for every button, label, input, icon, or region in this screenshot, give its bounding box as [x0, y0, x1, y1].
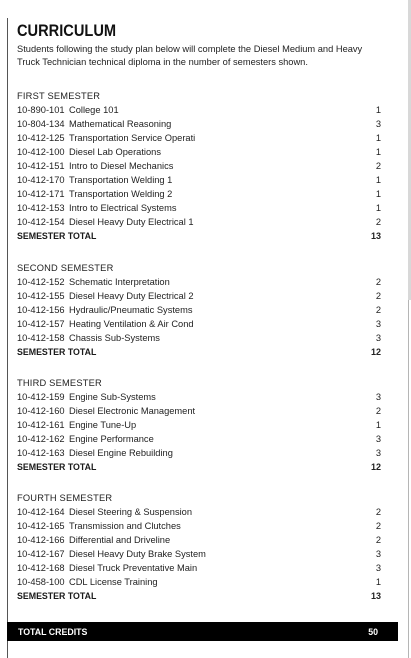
course-code: 10-412-157 — [17, 319, 65, 329]
course-row — [17, 173, 381, 187]
course-code: 10-412-166 — [17, 535, 65, 545]
semester-total-value: 13 — [370, 591, 381, 601]
left-border-rule — [7, 18, 8, 658]
course-name: Chassis Sub-Systems — [69, 333, 160, 343]
course-code: 10-412-167 — [17, 549, 65, 559]
semester-section-third — [17, 376, 381, 474]
course-name: Engine Performance — [69, 434, 154, 444]
course-code: 10-412-162 — [17, 434, 65, 444]
semester-section-fourth — [17, 491, 381, 603]
course-name: Engine Tune-Up — [69, 420, 137, 430]
course-name: Transmission and Clutches — [69, 521, 181, 531]
course-name: Diesel Heavy Duty Brake System — [69, 549, 206, 559]
course-credits: 2 — [375, 217, 381, 227]
course-row — [17, 575, 381, 589]
course-name: Diesel Engine Rebuilding — [69, 448, 173, 458]
semester-heading: FOURTH SEMESTER — [17, 493, 113, 503]
course-code: 10-412-160 — [17, 406, 65, 416]
course-code: 10-412-156 — [17, 305, 65, 315]
course-row — [17, 505, 381, 519]
course-code: 10-412-158 — [17, 333, 65, 343]
course-code: 10-458-100 — [17, 577, 65, 587]
course-credits: 3 — [375, 319, 381, 329]
course-code: 10-412-152 — [17, 277, 65, 287]
semester-total-row — [17, 229, 381, 243]
page-title: CURRICULUM — [17, 21, 117, 40]
course-code: 10-412-155 — [17, 291, 65, 301]
course-name: CDL License Training — [69, 577, 158, 587]
course-code: 10-804-134 — [17, 119, 65, 129]
course-code: 10-412-168 — [17, 563, 65, 573]
semester-heading: SECOND SEMESTER — [17, 263, 114, 273]
course-name: Schematic Interpretation — [69, 277, 170, 287]
course-name: Diesel Lab Operations — [69, 147, 161, 157]
course-row — [17, 103, 381, 117]
course-credits: 3 — [375, 448, 381, 458]
course-code: 10-412-153 — [17, 203, 65, 213]
course-credits: 2 — [375, 291, 381, 301]
course-credits: 2 — [375, 507, 381, 517]
course-credits: 2 — [375, 161, 381, 171]
course-row — [17, 159, 381, 173]
semester-total-label: SEMESTER TOTAL — [17, 591, 97, 601]
course-code: 10-412-100 — [17, 147, 65, 157]
course-row — [17, 215, 381, 229]
course-credits: 1 — [375, 147, 381, 157]
course-row — [17, 117, 381, 131]
course-row — [17, 275, 381, 289]
course-row — [17, 303, 381, 317]
semester-total-label: SEMESTER TOTAL — [17, 231, 97, 241]
course-credits: 3 — [375, 392, 381, 402]
course-name: Differential and Driveline — [69, 535, 171, 545]
semester-section-first — [17, 89, 381, 243]
semester-total-label: SEMESTER TOTAL — [17, 347, 97, 357]
course-credits: 1 — [375, 133, 381, 143]
course-name: Engine Sub-Systems — [69, 392, 156, 402]
semester-total-row — [17, 589, 381, 603]
course-name: Diesel Truck Preventative Main — [69, 563, 198, 573]
course-row — [17, 404, 381, 418]
course-code: 10-412-154 — [17, 217, 65, 227]
course-code: 10-412-151 — [17, 161, 65, 171]
course-row — [17, 131, 381, 145]
course-credits: 1 — [375, 203, 381, 213]
course-name: Transportation Welding 1 — [69, 175, 173, 185]
course-code: 10-412-171 — [17, 189, 65, 199]
course-name: Heating Ventilation & Air Cond — [69, 319, 194, 329]
semester-heading: THIRD SEMESTER — [17, 378, 102, 388]
course-credits: 1 — [375, 577, 381, 587]
course-row — [17, 547, 381, 561]
course-name: Diesel Heavy Duty Electrical 1 — [69, 217, 194, 227]
course-credits: 3 — [375, 434, 381, 444]
course-row — [17, 519, 381, 533]
course-row — [17, 289, 381, 303]
course-name: College 101 — [69, 105, 119, 115]
course-credits: 3 — [375, 549, 381, 559]
total-credits-value: 50 — [368, 626, 378, 637]
course-row — [17, 187, 381, 201]
total-credits-label: TOTAL CREDITS — [18, 626, 88, 637]
course-row — [17, 145, 381, 159]
course-row — [17, 331, 381, 345]
course-row — [17, 390, 381, 404]
course-credits: 1 — [375, 420, 381, 430]
course-code: 10-412-170 — [17, 175, 65, 185]
course-credits: 3 — [375, 563, 381, 573]
semester-total-row — [17, 460, 381, 474]
course-credits: 2 — [375, 535, 381, 545]
course-credits: 1 — [375, 175, 381, 185]
course-credits: 2 — [375, 277, 381, 287]
course-name: Hydraulic/Pneumatic Systems — [69, 305, 193, 315]
course-code: 10-412-125 — [17, 133, 65, 143]
course-code: 10-412-163 — [17, 448, 65, 458]
course-name: Mathematical Reasoning — [69, 119, 172, 129]
course-row — [17, 432, 381, 446]
semester-total-value: 13 — [370, 231, 381, 241]
total-credits-bar — [7, 622, 398, 641]
curriculum-content — [17, 20, 381, 601]
intro-text: Students following the study plan below will complete the Diesel Medium and Heavy Truck Technician technical diploma in the number of semesters shown. — [17, 44, 363, 67]
course-row — [17, 201, 381, 215]
course-name: Diesel Electronic Management — [69, 406, 196, 416]
course-code: 10-890-101 — [17, 105, 65, 115]
course-credits: 3 — [375, 119, 381, 129]
course-credits: 3 — [375, 333, 381, 343]
course-row — [17, 317, 381, 331]
course-row — [17, 561, 381, 575]
course-code: 10-412-161 — [17, 420, 65, 430]
course-code: 10-412-164 — [17, 507, 65, 517]
course-code: 10-412-159 — [17, 392, 65, 402]
course-code: 10-412-165 — [17, 521, 65, 531]
course-row — [17, 533, 381, 547]
semester-total-value: 12 — [370, 347, 381, 357]
course-name: Diesel Steering & Suspension — [69, 507, 192, 517]
semester-section-second — [17, 261, 381, 359]
course-credits: 2 — [375, 521, 381, 531]
course-row — [17, 418, 381, 432]
semester-total-label: SEMESTER TOTAL — [17, 462, 97, 472]
course-row — [17, 446, 381, 460]
course-credits: 2 — [375, 305, 381, 315]
semester-total-value: 12 — [370, 462, 381, 472]
semester-total-row — [17, 345, 381, 359]
course-name: Diesel Heavy Duty Electrical 2 — [69, 291, 194, 301]
semester-heading: FIRST SEMESTER — [17, 91, 101, 101]
course-credits: 1 — [375, 189, 381, 199]
course-name: Transportation Welding 2 — [69, 189, 173, 199]
course-name: Intro to Diesel Mechanics — [69, 161, 174, 171]
course-credits: 2 — [375, 406, 381, 416]
course-name: Transportation Service Operati — [69, 133, 196, 143]
course-name: Intro to Electrical Systems — [69, 203, 177, 213]
course-credits: 1 — [375, 105, 381, 115]
